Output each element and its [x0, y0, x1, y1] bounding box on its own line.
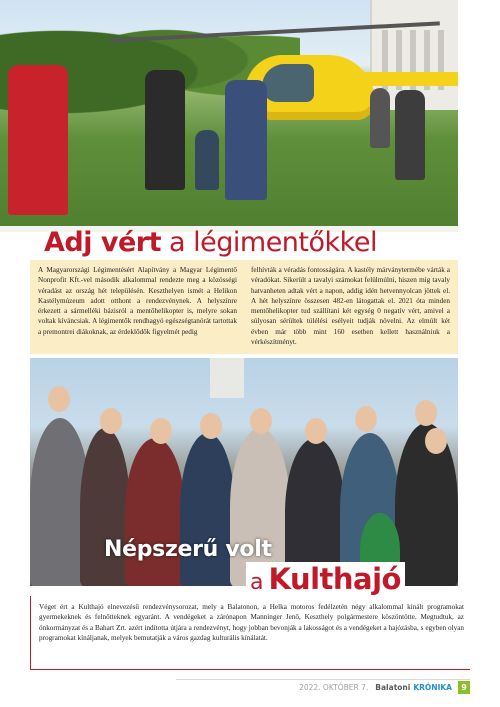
brand-name-part1: Balatoni — [375, 683, 411, 692]
background-pillar — [210, 358, 244, 398]
crowd-figure — [180, 433, 235, 586]
article2-headline-a: a — [250, 570, 264, 595]
face — [250, 408, 272, 434]
helicopter-tail — [360, 72, 458, 86]
article2-body: Véget ért a Kulthajó elnevezésű rendezvénysorozat, mely a Balatonon, a Helka motoros fedélzetén négy alkalommal kínált programokat gyermekeknek és felnőtteknek egyaránt. A vendégeket a zárónapon Manninger Jenő, Keszthely polgármestere köszöntötte. Megtudtuk, az önkormányzat és a Bahart Zrt. azért indította útjára a rendezvényt, hogy jobban bevonják a lakosságot és a vendégeket a hajózásba, s egyben olyan programokat kínáljanak, melyek bemutatják a város gazdag kulturális kínálatát. — [30, 596, 470, 670]
article1-column-1: A Magyarországi Légimentésért Alapítvány a Magyar Légimentő Nonprofit Kft.-vel második alkalommal rendezte meg a közösségi véradást az ország hét településén. Keszthelyen ismét a Helikon Kastélymúzeum adott otthont a rendezvénynek. A helyszínre érkezett a sármelléki bázisról a mentőhelikopter is, melyre sokan voltak kíváncsiak. A légimentők rendhagyó egészségtanórát tartottak a premontrei diákoknak, az érdeklődők figyelmét pedig — [38, 266, 237, 336]
paramedic-figure — [8, 65, 68, 215]
face — [48, 386, 70, 412]
face — [415, 400, 437, 426]
article1-headline-rest: a légimentőkkel — [169, 227, 377, 258]
issue-date: 2022. OKTÓBER 7. — [299, 683, 369, 692]
article1-headline — [0, 226, 458, 260]
crowd-figure — [125, 438, 185, 586]
article1-body — [30, 260, 458, 354]
crowd-figure — [80, 428, 130, 586]
visitor-figure — [225, 80, 267, 200]
face — [425, 428, 447, 454]
article1-headline-bold: Adj vért — [44, 227, 162, 258]
face — [305, 418, 327, 444]
face — [200, 413, 222, 439]
article2-headline-line1: Népszerű volt — [104, 537, 272, 562]
visitor-figure — [395, 90, 425, 180]
article1-column-2: felhívták a véradás fontosságára. A kastély márványtermébe várták a véradókat. Sikerült a tavalyi számokat felülmúlni, hiszen míg tavaly hatvanheten adtak vért a napon, addig idén hetvennyolcan jöttek el. A hét helyszínre összesen 482-en látogattak el. 2021 óta minden mentőhelikopter tud szállítani két egység 0 negatív vért, amivel a súlyosan sérültek túlélési esélyeit tudják növelni. Az elmúlt két évben már több mint 160 esetben kellett használniuk a vérkészítményt. — [251, 266, 450, 347]
article2-headline-big: Kulthajó — [268, 562, 401, 596]
page-number-badge: 9 — [458, 681, 470, 694]
face — [355, 406, 377, 432]
helicopter-event-photo — [0, 0, 458, 232]
visitor-figure — [145, 70, 185, 190]
article2-headline-line2 — [246, 562, 405, 598]
visitor-figure — [370, 88, 390, 148]
child-figure — [195, 130, 219, 190]
page-footer — [176, 679, 470, 695]
helicopter-cockpit-window — [262, 64, 314, 102]
face — [150, 418, 172, 444]
face — [100, 408, 122, 434]
brand-name-part2: KRÓNIKA — [413, 683, 452, 692]
